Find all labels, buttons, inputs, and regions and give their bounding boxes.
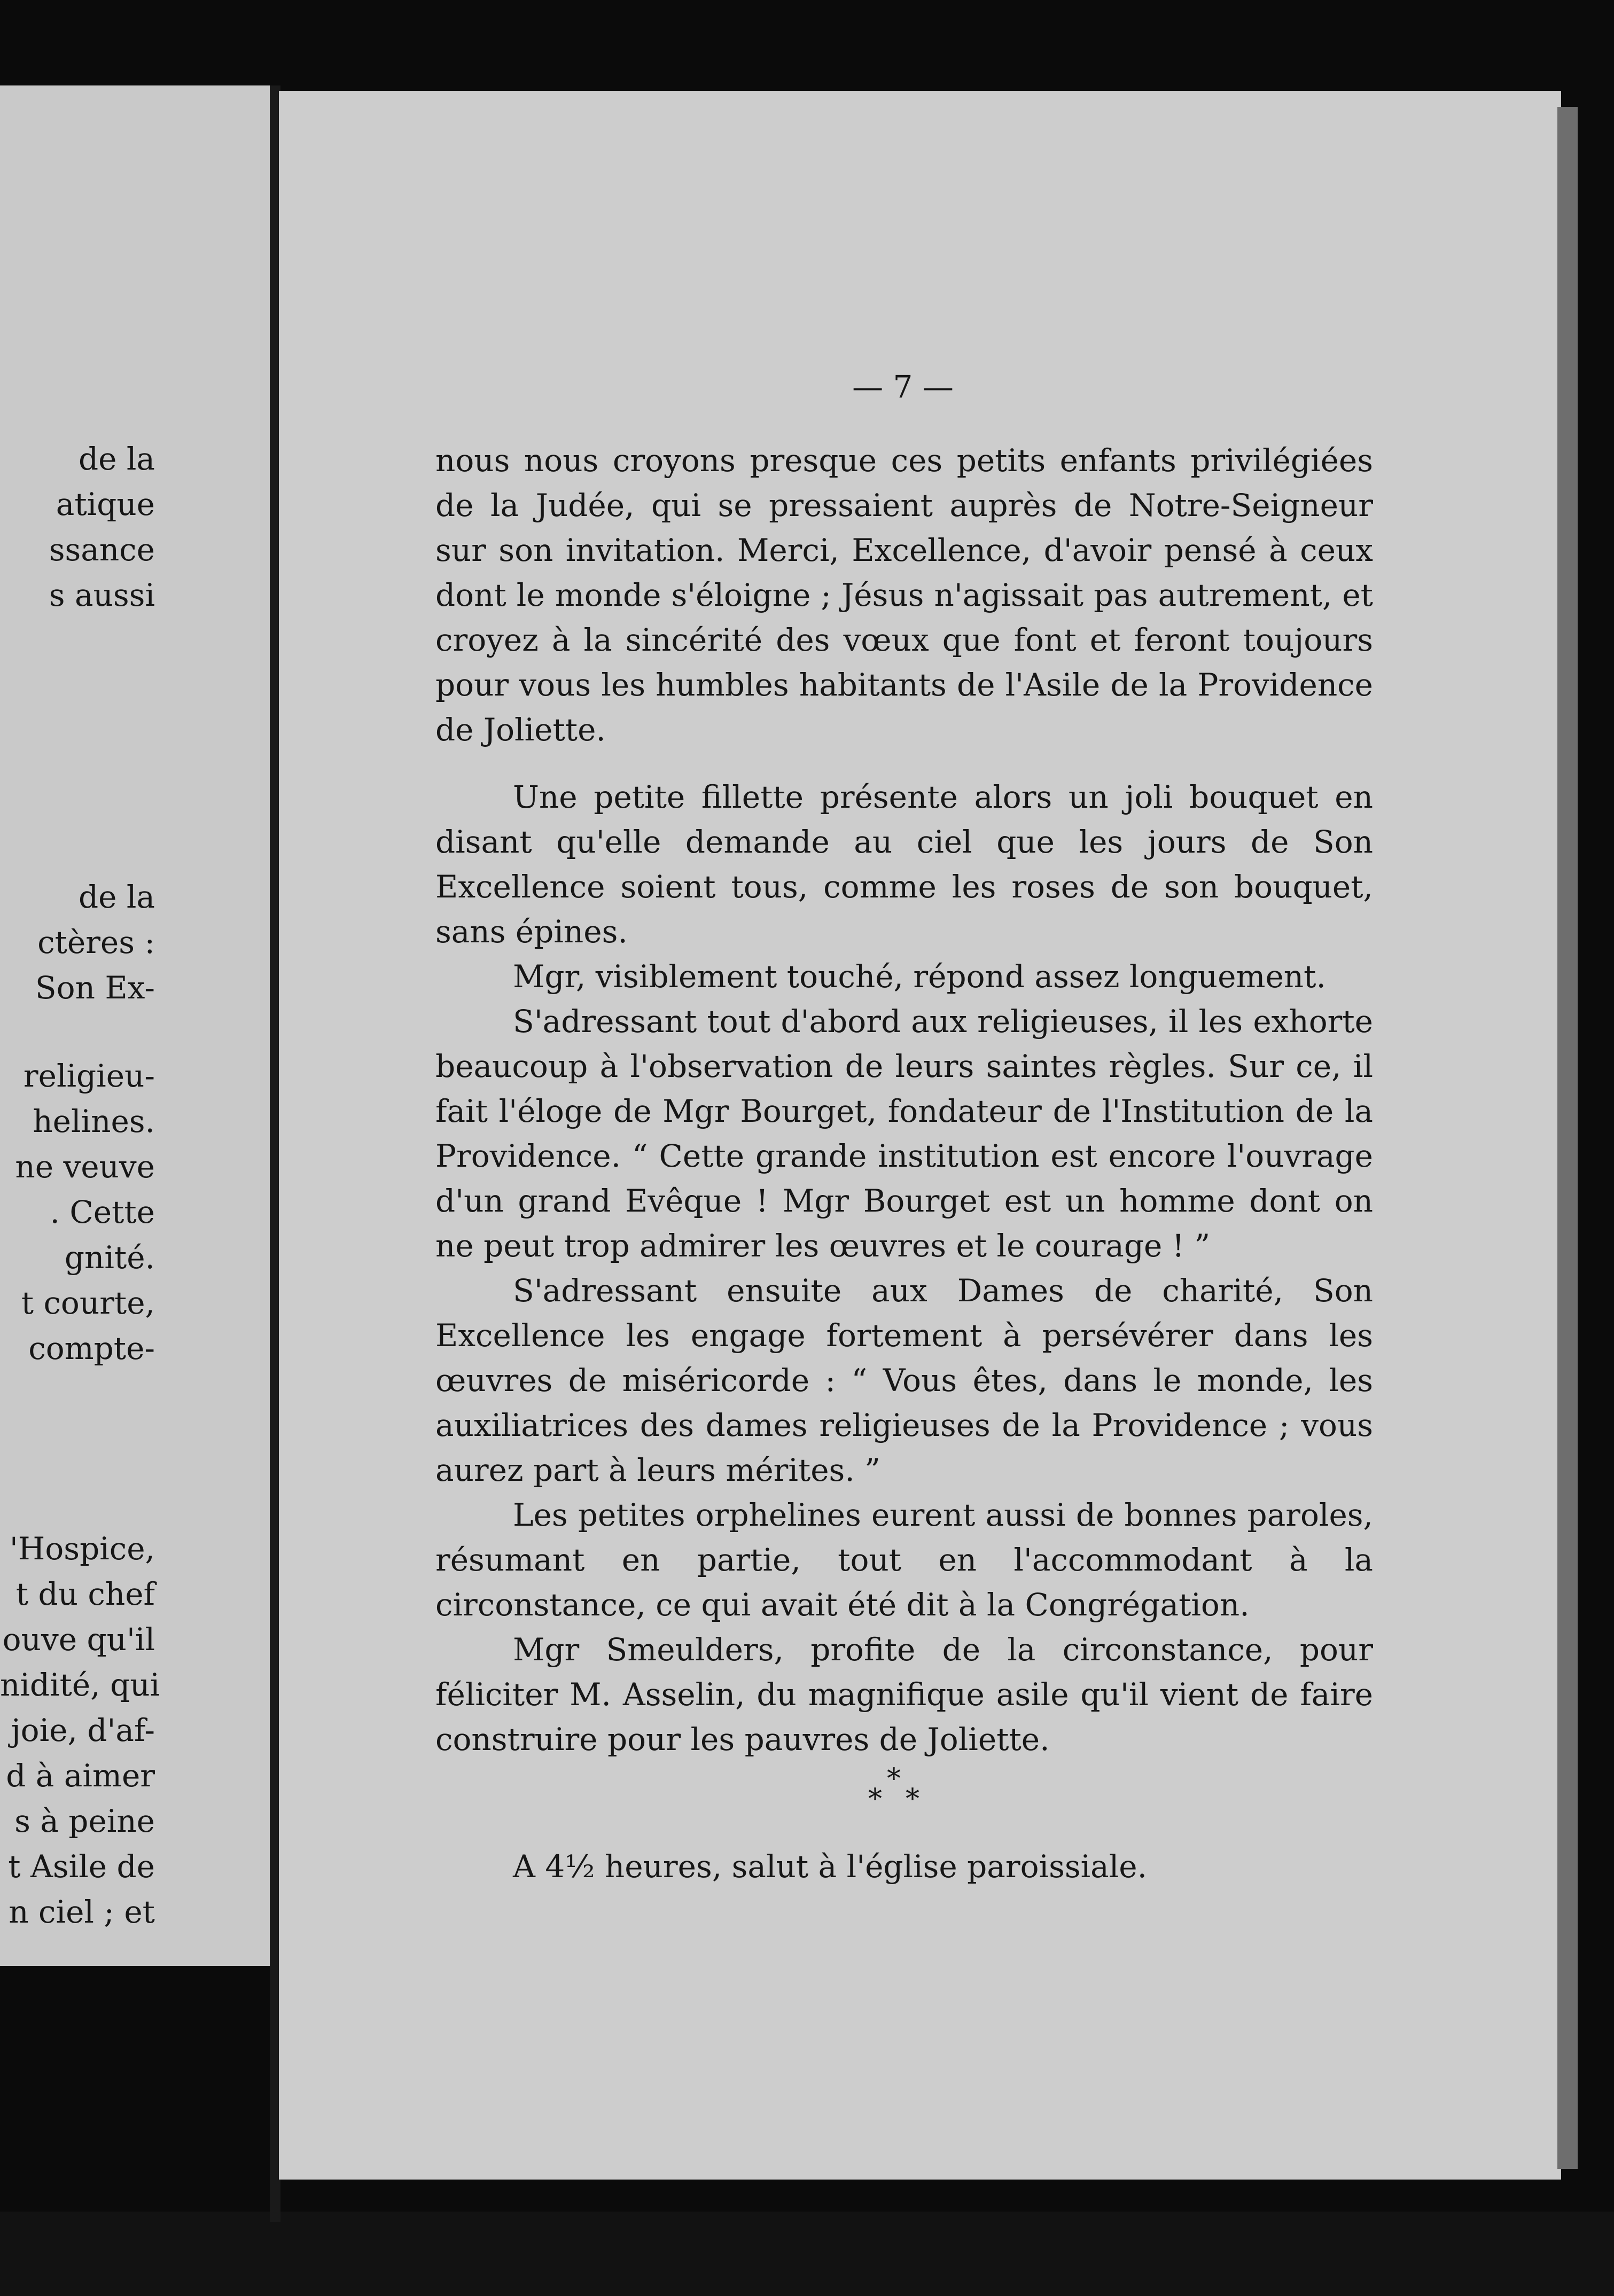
page-edge <box>1557 107 1578 2169</box>
paragraph: Mgr, visiblement touché, répond assez longuement. <box>513 958 1326 995</box>
left-page <box>0 85 274 1966</box>
left-page-fragment: d à aimer <box>6 1758 155 1794</box>
paragraph: nous nous croyons presque ces petits enfants privilégiées de la Judée, qui se pressaient auprès de Notre-Seigneur sur son invitation. Merci, Excellence, d'avoir pensé à ceux dont le monde s'éloigne ; Jésus n'agissait pas autrement, et croyez à la sincérité des vœux que font et feront toujours pour vous les humbles habitants de l'Asile de la Providence de Joliette. <box>435 442 1373 748</box>
paragraph: Une petite fillette présente alors un joli bouquet en disant qu'elle demande au ciel que les jours de Son Excellence soient tous, comme les roses de son bouquet, sans épines. <box>435 779 1373 950</box>
left-page-fragment: . Cette <box>50 1194 155 1230</box>
paragraph: S'adressant tout d'abord aux religieuses, il les exhorte beaucoup à l'observation de leurs saintes règles. Sur ce, il fait l'éloge de Mgr Bourget, fondateur de l'Institution de la Providence. “ Cette grande institution est encore l'ouvrage d'un grand Evêque ! Mgr Bourget est un homme dont on ne peut trop admirer les œuvres et le courage ! ” <box>435 1003 1373 1264</box>
left-page-fragment: Son Ex- <box>35 970 155 1006</box>
asterisk: * <box>868 1783 882 1815</box>
left-page-fragment: de la <box>78 879 155 915</box>
left-page-fragment: compte- <box>28 1330 155 1366</box>
scan-bottom-strip <box>0 2212 1614 2296</box>
closing-line: A 4½ heures, salut à l'église paroissiale. <box>513 1848 1148 1885</box>
paragraph: Les petites orphelines eurent aussi de bonnes paroles, résumant en partie, tout en l'accommodant à la circonstance, ce qui avait été dit à la Congrégation. <box>435 1497 1373 1623</box>
left-page-fragment: ne veuve <box>15 1149 155 1185</box>
left-page-fragment: de la <box>78 441 155 477</box>
left-page-fragment: ssance <box>49 532 155 568</box>
paragraph: Mgr Smeulders, profite de la circonstance, pour féliciter M. Asselin, du magnifique asile qu'il vient de faire construire pour les pauvres de Joliette. <box>435 1631 1373 1758</box>
left-page-fragment: ctères : <box>37 924 155 960</box>
asterism-divider <box>855 1763 946 1832</box>
left-page-fragment: religieu- <box>23 1058 155 1094</box>
left-page-fragment: atique <box>56 486 155 522</box>
left-page-fragment: 'Hospice, <box>9 1530 155 1567</box>
asterisk: * <box>887 1763 901 1795</box>
left-page-fragment: n ciel ; et <box>9 1894 155 1930</box>
left-page-fragment: s à peine <box>14 1803 155 1839</box>
body-text <box>435 438 1373 1762</box>
asterisk: * <box>906 1783 919 1815</box>
left-page-fragment: ouve qu'il <box>2 1621 155 1658</box>
left-page-fragment: joie, d'af- <box>11 1712 155 1748</box>
paragraph: S'adressant ensuite aux Dames de charité, Son Excellence les engage fortement à persévérer dans les œuvres de miséricorde : “ Vous êtes, dans le monde, les auxiliatrices des dames religieuses de la Providence ; vous aurez part à leurs mérites. ” <box>435 1272 1373 1488</box>
left-page-fragment: gnité. <box>64 1239 155 1276</box>
left-page-fragment: nidité, qui <box>0 1667 160 1703</box>
left-page-fragment: t courte, <box>21 1285 155 1321</box>
left-page-fragment: s aussi <box>49 577 155 613</box>
page-number: — 7 — <box>852 369 954 405</box>
left-page-fragment: t Asile de <box>8 1848 155 1885</box>
left-page-fragment: helines. <box>33 1103 155 1139</box>
left-page-fragment: t du chef <box>15 1576 155 1612</box>
